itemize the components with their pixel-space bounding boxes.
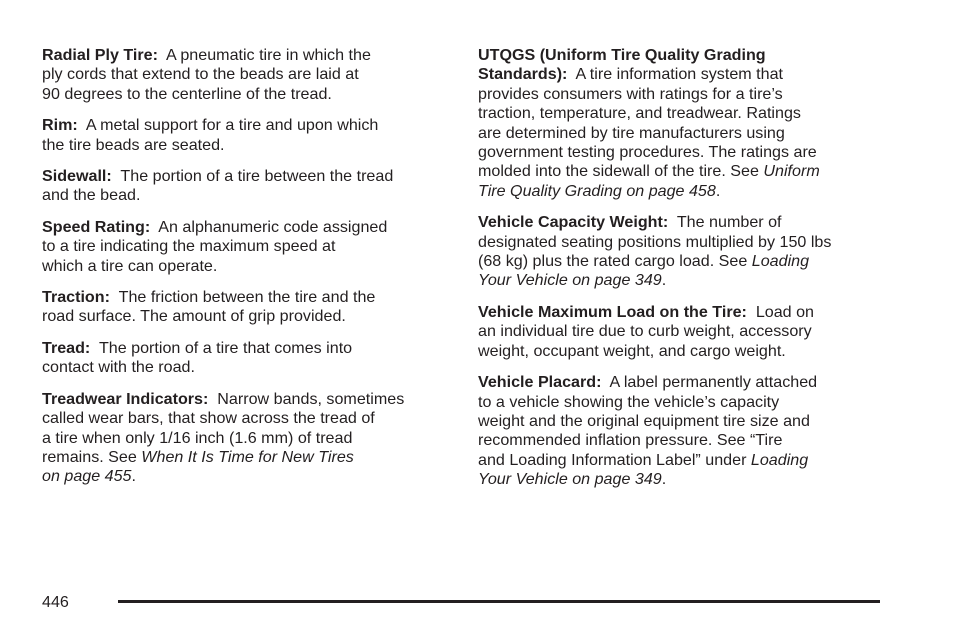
glossary-term: Rim: <box>42 116 78 135</box>
entry-line <box>42 237 452 256</box>
definition-text: Load on <box>746 302 815 321</box>
entry-line <box>478 124 878 143</box>
definition-text: The portion of a tire between the tread <box>111 167 394 186</box>
entry-line <box>42 186 452 205</box>
entry-line <box>42 46 452 65</box>
glossary-term: Standards): <box>478 65 568 84</box>
glossary-entry <box>42 288 452 327</box>
glossary-entry <box>42 167 452 206</box>
entry-line <box>478 271 878 290</box>
definition-text: contact with the road. <box>42 358 195 377</box>
entry-line <box>478 342 878 361</box>
cross-reference: Your Vehicle on page 349 <box>478 271 662 290</box>
entry-line <box>42 218 452 237</box>
definition-text: and Loading Information Label” under <box>478 450 751 469</box>
definition-text: An alphanumeric code assigned <box>150 217 388 236</box>
glossary-entry <box>42 218 452 276</box>
definition-text: Narrow bands, sometimes <box>208 389 405 408</box>
glossary-entry <box>478 46 878 201</box>
definition-text: ply cords that extend to the beads are laid at <box>42 65 359 84</box>
definition-text: A metal support for a tire and upon which <box>77 116 379 135</box>
glossary-entry <box>478 213 878 291</box>
glossary-entry <box>478 303 878 361</box>
entry-line <box>42 358 452 377</box>
definition-text: and the bead. <box>42 186 141 205</box>
cross-reference: Uniform <box>763 162 820 181</box>
definition-text: The friction between the tire and the <box>109 288 376 307</box>
definition-text: weight and the original equipment tire size and <box>478 411 810 430</box>
definition-text: The number of <box>668 213 782 232</box>
entry-line <box>478 85 878 104</box>
definition-text: to a tire indicating the maximum speed at <box>42 237 336 256</box>
entry-line <box>478 322 878 341</box>
definition-text: . <box>661 470 667 489</box>
definition-text: . <box>661 271 667 290</box>
glossary-term: UTQGS (Uniform Tire Quality Grading <box>478 46 766 64</box>
definition-text: called wear bars, that show across the tread of <box>42 409 375 428</box>
definition-text: A tire information system that <box>567 65 783 84</box>
definition-text: the tire beads are seated. <box>42 135 225 154</box>
entry-line <box>42 288 452 307</box>
glossary-term: Tread: <box>42 338 91 357</box>
glossary-term: Traction: <box>42 288 110 307</box>
cross-reference: Loading <box>751 252 810 271</box>
entry-line <box>478 252 878 271</box>
definition-text: traction, temperature, and treadwear. Ratings <box>478 104 801 123</box>
entry-line <box>42 339 452 358</box>
glossary-entry <box>42 46 452 104</box>
cross-reference: Your Vehicle on page 349 <box>478 470 662 489</box>
definition-text: road surface. The amount of grip provided. <box>42 307 346 326</box>
entry-line <box>42 390 452 409</box>
entry-line <box>42 257 452 276</box>
entry-line <box>42 307 452 326</box>
cross-reference: When It Is Time for New Tires <box>141 447 354 466</box>
entry-line <box>478 451 878 470</box>
definition-text: The portion of a tire that comes into <box>90 338 353 357</box>
entry-line <box>478 104 878 123</box>
entry-line <box>42 116 452 135</box>
entry-line <box>478 431 878 450</box>
entry-line <box>42 65 452 84</box>
right-column <box>478 46 878 502</box>
entry-line <box>478 143 878 162</box>
definition-text: A pneumatic tire in which the <box>157 46 371 64</box>
definition-text: to a vehicle showing the vehicle’s capacity <box>478 392 780 411</box>
definition-text: recommended inflation pressure. See “Tire <box>478 431 783 450</box>
glossary-entry <box>478 373 878 489</box>
entry-line <box>42 467 452 486</box>
glossary-term: Speed Rating: <box>42 217 151 236</box>
entry-line <box>42 448 452 467</box>
definition-text: remains. See <box>42 447 142 466</box>
entry-line <box>42 167 452 186</box>
page-number: 446 <box>42 593 69 611</box>
entry-line <box>478 303 878 322</box>
definition-text: weight, occupant weight, and cargo weight. <box>478 341 786 360</box>
glossary-term: Vehicle Maximum Load on the Tire: <box>478 302 747 321</box>
definition-text: molded into the sidewall of the tire. See <box>478 162 764 181</box>
entry-line <box>478 373 878 392</box>
definition-text: which a tire can operate. <box>42 256 218 275</box>
cross-reference: Tire Quality Grading on page 458 <box>478 181 716 200</box>
definition-text: . <box>131 467 136 486</box>
entry-line <box>478 65 878 84</box>
entry-line <box>42 136 452 155</box>
glossary-entry <box>42 116 452 155</box>
entry-line <box>478 233 878 252</box>
definition-text: 90 degrees to the centerline of the tread. <box>42 84 332 103</box>
entry-line <box>478 412 878 431</box>
entry-line <box>478 46 878 65</box>
entry-line <box>478 393 878 412</box>
glossary-entry <box>42 390 452 487</box>
glossary-entry <box>42 339 452 378</box>
definition-text: designated seating positions multiplied by 150 lbs <box>478 232 832 251</box>
glossary-term: Treadwear Indicators: <box>42 389 209 408</box>
glossary-term: Sidewall: <box>42 167 112 186</box>
entry-line <box>42 85 452 104</box>
entry-line <box>42 409 452 428</box>
definition-text: a tire when only 1/16 inch (1.6 mm) of tread <box>42 428 353 447</box>
definition-text: A label permanently attached <box>601 373 818 392</box>
definition-text: provides consumers with ratings for a tire’s <box>478 84 783 103</box>
entry-line <box>478 213 878 232</box>
cross-reference: Loading <box>750 450 809 469</box>
glossary-term: Radial Ply Tire: <box>42 46 158 64</box>
entry-line <box>478 182 878 201</box>
left-column <box>42 46 452 499</box>
entry-line <box>478 470 878 489</box>
entry-line <box>478 162 878 181</box>
definition-text: . <box>715 181 721 200</box>
footer-rule <box>118 600 880 603</box>
glossary-term: Vehicle Placard: <box>478 373 602 392</box>
definition-text: an individual tire due to curb weight, accessory <box>478 322 812 341</box>
cross-reference: on page 455 <box>42 467 132 486</box>
glossary-term: Vehicle Capacity Weight: <box>478 213 669 232</box>
entry-line <box>42 429 452 448</box>
definition-text: government testing procedures. The ratings are <box>478 143 817 162</box>
definition-text: (68 kg) plus the rated cargo load. See <box>478 252 752 271</box>
definition-text: are determined by tire manufacturers using <box>478 123 785 142</box>
